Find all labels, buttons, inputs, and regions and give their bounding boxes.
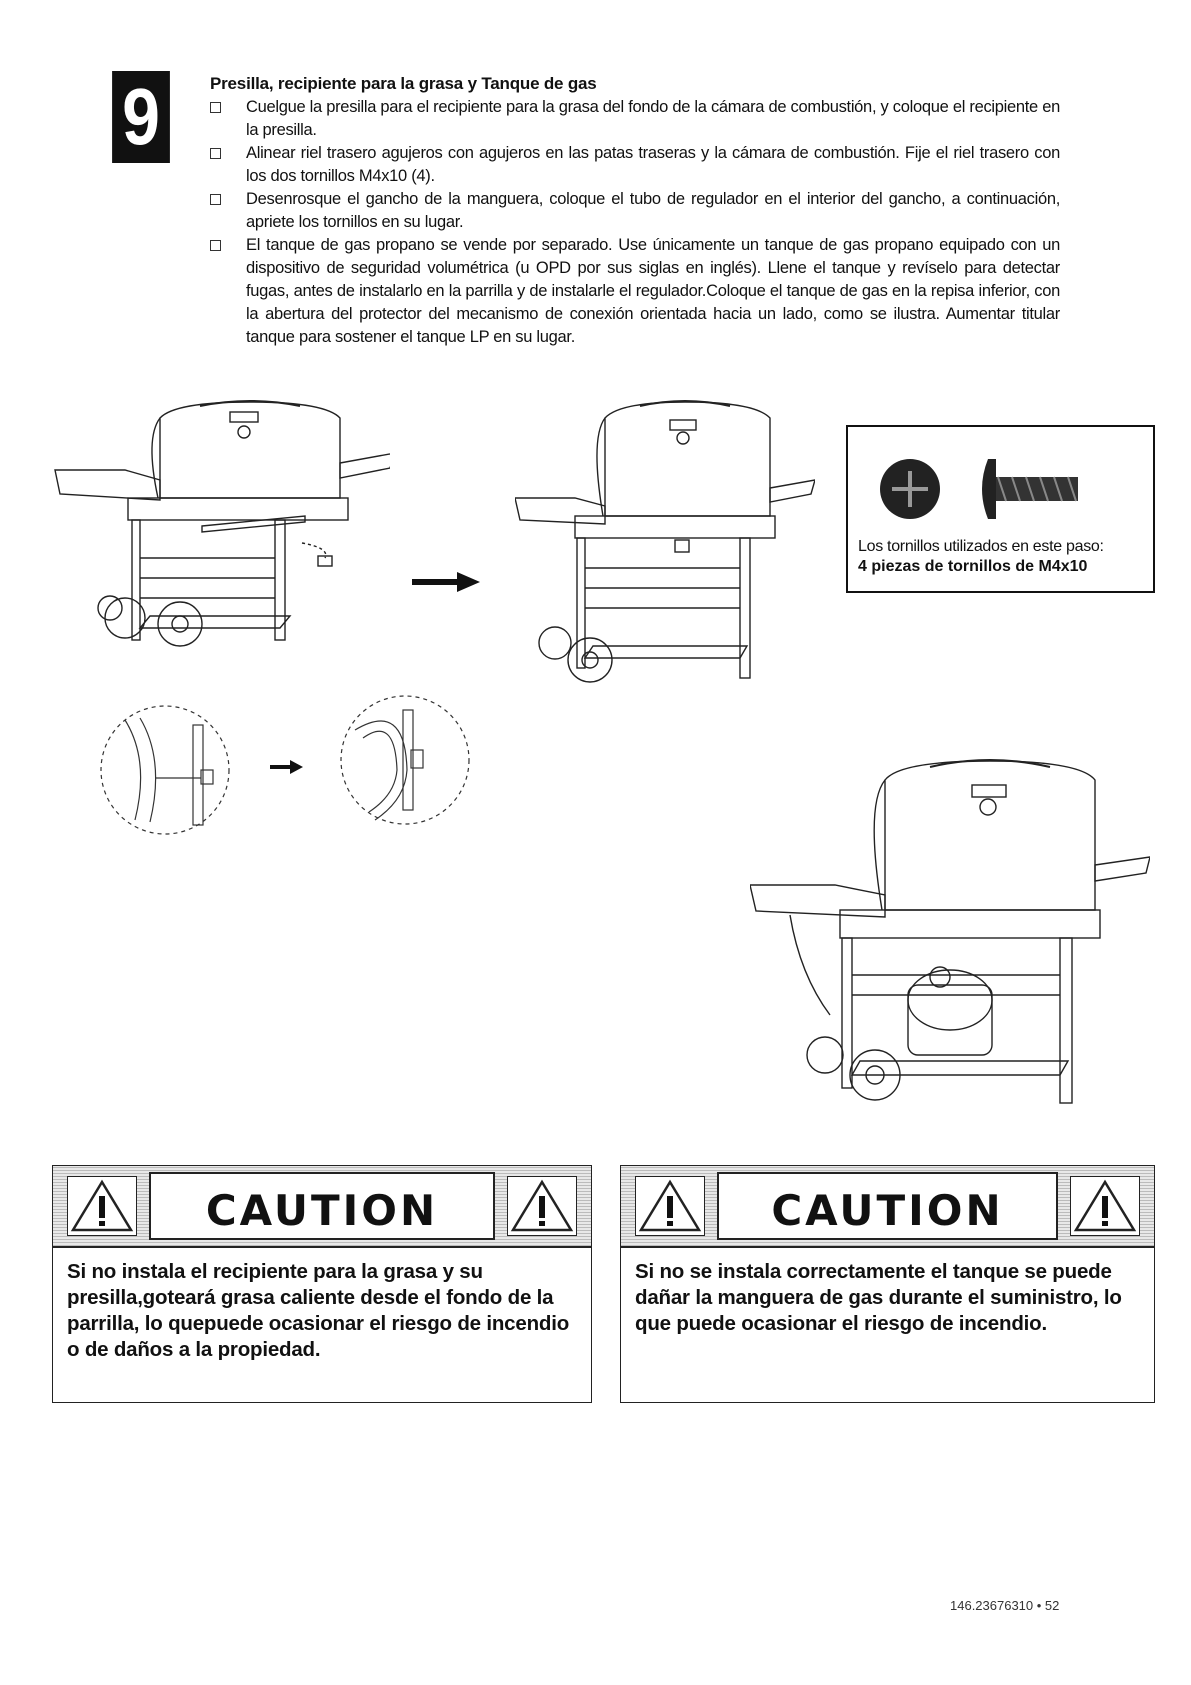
caution-heading: CAUTION: [771, 1186, 1004, 1235]
hose-hook-detail-after: [335, 690, 475, 830]
instruction-list: [210, 96, 1060, 349]
instruction-text: Alinear riel trasero agujeros con agujeros en las patas traseras y la cámara de combustión. Fije el riel trasero con los dos tornillos M4x10 (4).: [246, 144, 1060, 185]
hardware-label: Los tornillos utilizados en este paso:: [858, 538, 1104, 555]
page-number: 146.23676310 • 52: [950, 1598, 1060, 1613]
arrow-right-icon: [270, 760, 304, 774]
grill-illustration-assembled: [515, 398, 815, 688]
caution-box-grease: [52, 1165, 592, 1403]
step-number-badge: 9: [112, 71, 170, 163]
warning-triangle-icon: [1070, 1176, 1140, 1236]
screw-icon: [878, 445, 1098, 525]
caution-label-panel: [149, 1172, 495, 1240]
hardware-box: [846, 425, 1155, 593]
instruction-item: [210, 234, 1060, 349]
warning-triangle-icon: [507, 1176, 577, 1236]
instruction-text: Cuelgue la presilla para el recipiente para la grasa del fondo de la cámara de combustión, y coloque el recipiente en la presilla.: [246, 98, 1060, 139]
arrow-right-icon: [412, 570, 482, 594]
warning-triangle-icon: [67, 1176, 137, 1236]
instruction-text: Desenrosque el gancho de la manguera, coloque el tubo de regulador en el interior del gancho, a continuación, apriete los tornillos en su lugar.: [246, 190, 1060, 231]
caution-box-tank: [620, 1165, 1155, 1403]
hardware-count: 4 piezas de tornillos de M4x10: [858, 558, 1088, 575]
caution-header: [621, 1166, 1154, 1248]
checkbox-bullet-icon: [210, 148, 221, 159]
grill-illustration-grease-tray: [50, 398, 390, 678]
instruction-text: El tanque de gas propano se vende por separado. Use únicamente un tanque de gas propano equipado con un dispositivo de seguridad volumétrica (u OPD por sus siglas en inglés). Llene el tanque y revíselo para detectar fugas, antes de instalarlo en la parrilla y de instalarle el regulador.Coloque el tanque de gas en la repisa inferior, con la abertura del protector del mecanismo de conexión orientada hacia un lado, como se ilustra. Aumentar titular tanque para sostener el tanque LP en su lugar.: [246, 236, 1060, 346]
instruction-item: [210, 142, 1060, 188]
checkbox-bullet-icon: [210, 102, 221, 113]
checkbox-bullet-icon: [210, 240, 221, 251]
caution-header: [53, 1166, 591, 1248]
hose-hook-detail-before: [95, 700, 235, 840]
caution-text: Si no instala el recipiente para la grasa y su presilla,goteará grasa caliente desde el fondo de la parrilla, lo quepuede ocasionar el riesgo de incendio o de daños a la propiedad.: [67, 1260, 570, 1361]
caution-text: Si no se instala correctamente el tanque se puede dañar la manguera de gas durante el suministro, lo que puede ocasionar el riesgo de incendio.: [635, 1260, 1122, 1335]
grill-illustration-with-tank: [750, 755, 1150, 1115]
caution-heading: CAUTION: [205, 1186, 439, 1235]
checkbox-bullet-icon: [210, 194, 221, 205]
instruction-item: [210, 188, 1060, 234]
instruction-item: [210, 96, 1060, 142]
step-title: Presilla, recipiente para la grasa y Tanque de gas: [210, 74, 597, 93]
caution-label-panel: [717, 1172, 1058, 1240]
warning-triangle-icon: [635, 1176, 705, 1236]
